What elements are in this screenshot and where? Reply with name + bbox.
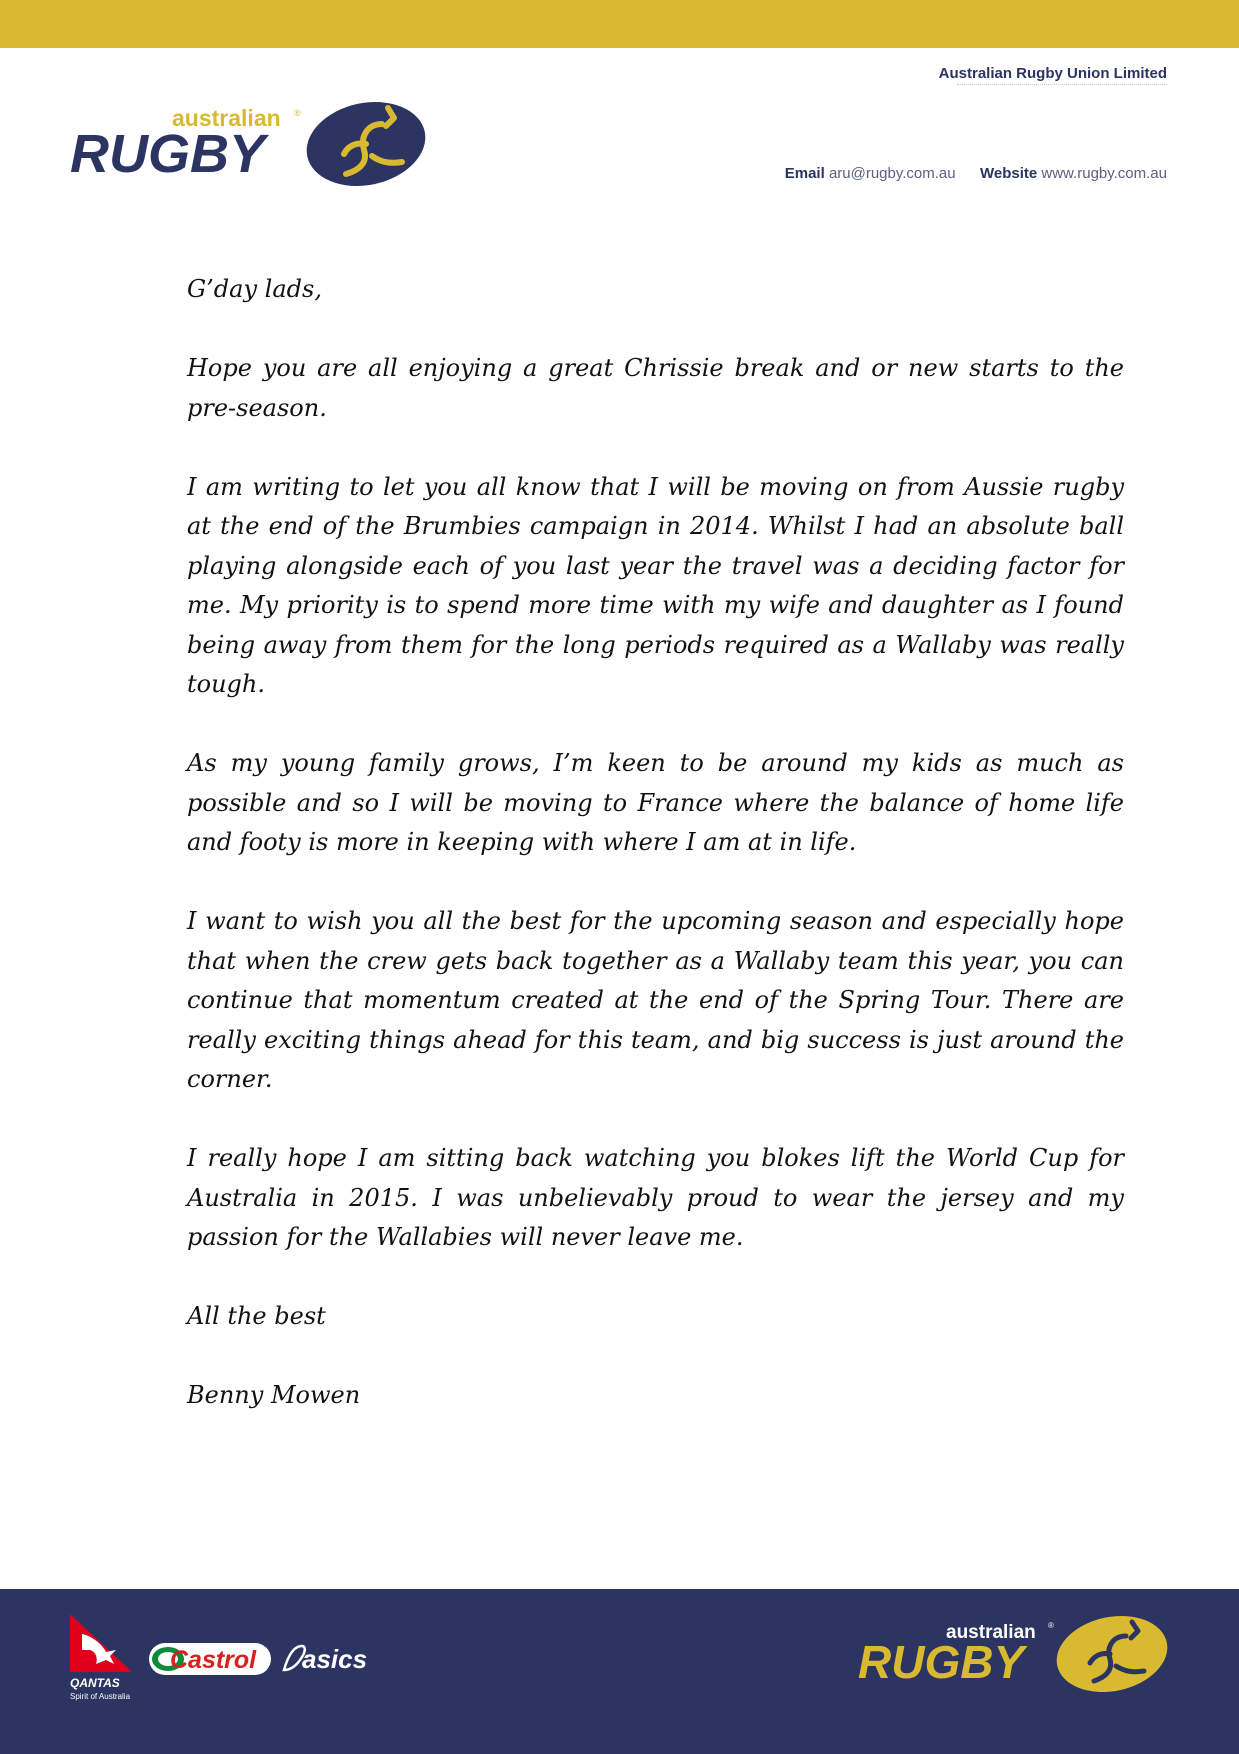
footer-logo-top-word: australian — [946, 1622, 1036, 1643]
letter-body — [187, 270, 1124, 1455]
letter-signature: Benny Mowen — [187, 1381, 361, 1409]
qantas-tagline: Spirit of Australia — [70, 1692, 131, 1701]
footer-logo-main-word: RUGBY — [858, 1636, 1025, 1688]
letter-greeting: G’day lads, — [187, 275, 322, 303]
qantas-logo — [68, 1612, 140, 1702]
website-value[interactable]: www.rugby.com.au — [1041, 165, 1167, 182]
castrol-wordmark: Castrol — [170, 1646, 257, 1674]
logo-main-word: RUGBY — [70, 124, 266, 184]
footer-rugby-logo — [856, 1612, 1172, 1700]
email-label: Email — [784, 165, 825, 182]
australian-rugby-logo — [66, 96, 432, 196]
asics-logo — [280, 1640, 380, 1676]
email-value[interactable]: aru@rugby.com.au — [828, 165, 956, 182]
letter-paragraph: Hope you are all enjoying a great Chrissie break and or new starts to the pre-season. — [187, 354, 1124, 422]
letter-paragraph: I am writing to let you all know that I will be moving on from Aussie rugby at the end of the Brumbies campaign in 2014. Whilst I had an absolute ball playing alongside each of you last year the travel was a deciding factor for me. My priority is to spend more time with my wife and daughter as I found being away from them for the long periods required as a Wallaby was really tough. — [187, 472, 1124, 698]
contact-line — [785, 165, 1167, 182]
letter-paragraph: I really hope I am sitting back watching you blokes lift the World Cup for Australia in 2015. I was unbelievably proud to wear the jersey and my passion for the Wallabies will never leave me. — [187, 1144, 1124, 1251]
organisation-address-line — [957, 84, 1167, 88]
logo-registered-mark: ® — [294, 108, 301, 118]
letter-paragraph: I want to wish you all the best for the upcoming season and especially hope that when the crew gets back together as a Wallaby team this year, you can continue that momentum created at the end of the Spring Tour. There are really exciting things ahead for this team, and big success is just around the corner. — [187, 907, 1124, 1093]
letter-paragraph: As my young family grows, I’m keen to be around my kids as much as possible and so I will be moving to France where the balance of home life and footy is more in keeping with where I am at in life. — [187, 749, 1124, 856]
organisation-name: Australian Rugby Union Limited — [938, 65, 1167, 82]
website-label: Website — [979, 165, 1038, 182]
castrol-logo — [148, 1642, 272, 1676]
letter-signoff: All the best — [187, 1302, 326, 1330]
qantas-wordmark: QANTAS — [70, 1676, 120, 1690]
top-gold-band — [0, 0, 1239, 48]
asics-wordmark: asics — [302, 1644, 368, 1674]
footer-logo-registered-mark: ® — [1048, 1621, 1054, 1630]
logo-top-word: australian — [172, 105, 281, 131]
